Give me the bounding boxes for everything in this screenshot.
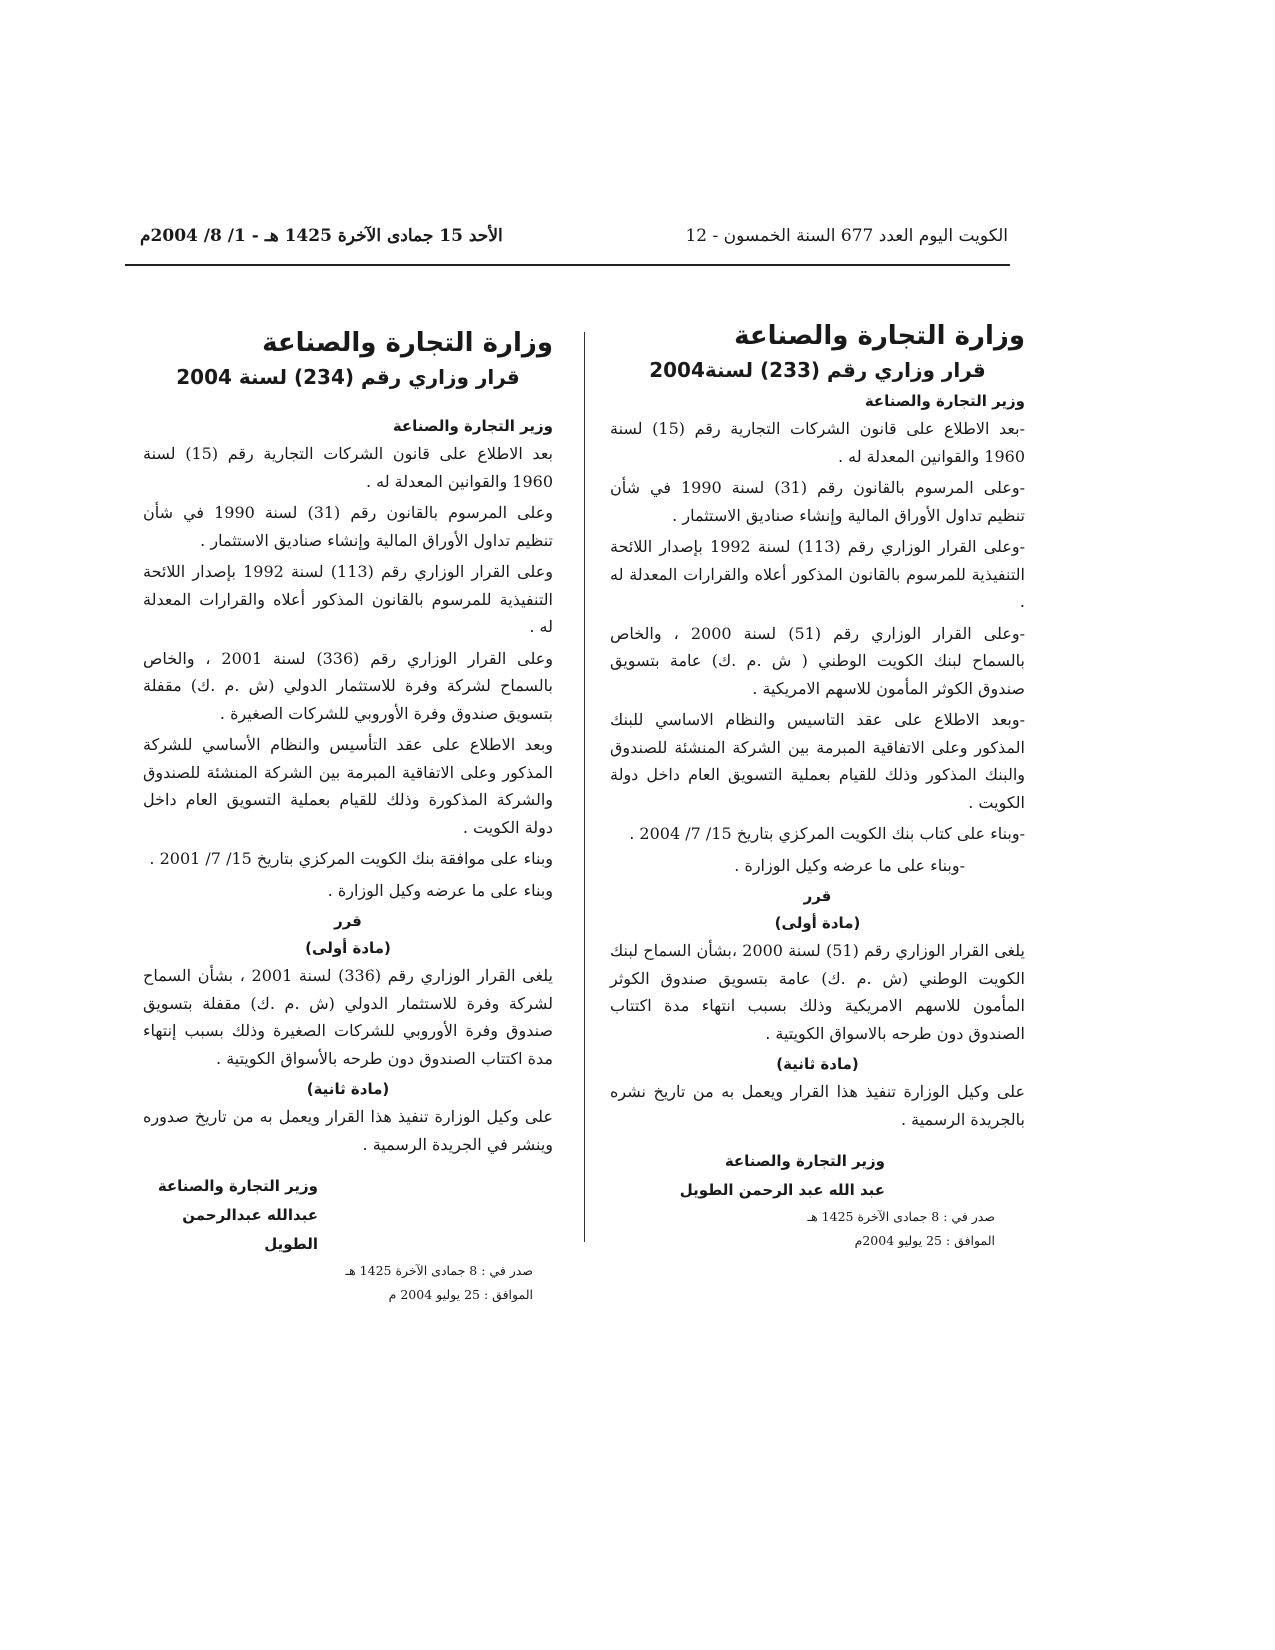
signatory-title: وزير التجارة والصناعة [157,1177,318,1195]
minister-line: وزير التجارة والصناعة [864,392,1025,410]
preamble-clause: بعد الاطلاع على قانون الشركات التجارية رقم (15) لسنة 1960 والقوانين المعدلة له . [143,444,553,491]
gazette-issue-header: الكويت اليوم العدد 677 السنة الخمسون - 12 [685,226,1008,246]
gazette-date-header: الأحد 15 جمادى الآخرة 1425 هـ - 1/ 8/ 2004م [140,226,503,246]
preamble-clause: -وبناء على كتاب بنك الكويت المركزي بتاريخ 15/ 7/ 2004 . [629,824,1025,843]
preamble-clause: -وعلى القرار الوزاري رقم (51) لسنة 2000 ، والخاص بالسماح لبنك الكويت الوطني ( ش .م .ك) عامة بتسويق صندوق الكوثر المأمون للاسهم الامريكية . [610,623,1026,698]
article-2-text: على وكيل الوزارة تنفيذ هذا القرار ويعمل به من تاريخ صدوره وينشر في الجريدة الرسمية . [143,1107,553,1154]
preamble-clause: وعلى القرار الوزاري رقم (113) لسنة 1992 بإصدار اللائحة التنفيذية للمرسوم بالقانون المذكور أعلاه والقرارات المعدلة له . [143,562,553,636]
ministry-heading: وزارة التجارة والصناعة [262,328,553,358]
signature-block [610,1147,1025,1253]
decision-234-column [143,325,553,1307]
corresponding-date: الموافق : 25 يوليو 2004م [854,1233,995,1248]
preamble-clause: وعلى المرسوم بالقانون رقم (31) لسنة 1990 في شأن تنظيم تداول الأوراق المالية وإنشاء صناديق الاستثمار . [143,503,553,550]
article-2-heading: (مادة ثانية) [306,1080,390,1098]
preamble-clause: وبناء على ما عرضه وكيل الوزارة . [327,880,553,900]
preamble-clause: -وعلى المرسوم بالقانون رقم (31) لسنة 1990 في شأن تنظيم تداول الأوراق المالية وإنشاء صناديق الاستثمار . [610,478,1026,525]
signatory-name: عبد الله عبد الرحمن الطويل [679,1181,885,1199]
signatory-name: عبدالله عبدالرحمن الطويل [182,1206,318,1253]
article-1-text: يلغى القرار الوزاري رقم (51) لسنة 2000 ،بشأن السماح لبنك الكويت الوطني (ش .م .ك) عامة بتسويق صندوق الكوثر المأمون للاسهم الامريكية وذلك بسبب انتهاء مدة اكتتاب الصندوق دون طرحه بالاسواق الكويتية . [610,941,1025,1043]
preamble-clause: -بعد الاطلاع على قانون الشركات التجارية رقم (15) لسنة 1960 والقوانين المعدلة له . [610,419,1025,466]
decision-title: قرار وزاري رقم (233) لسنة2004 [649,358,986,382]
decided-heading: قرر [803,887,832,905]
issue-date: صدر في : 8 جمادى الآخرة 1425 هـ [807,1209,995,1224]
signature-block [143,1172,553,1307]
ministry-heading: وزارة التجارة والصناعة [734,321,1025,351]
preamble-clause: -وعلى القرار الوزاري رقم (113) لسنة 1992 بإصدار اللائحة التنفيذية للمرسوم بالقانون المذكور أعلاه والقرارات المعدلة له . [610,537,1025,611]
signatory-title: وزير التجارة والصناعة [724,1152,885,1170]
decided-heading: قرر [334,912,362,930]
issue-date: صدر في : 8 جمادى الآخرة 1425 هـ [345,1263,533,1278]
article-1-text: يلغى القرار الوزاري رقم (336) لسنة 2001 ، بشأن السماح لشركة وفرة للاستثمار الدولي (ش .م .ك) مقفلة بتسويق صندوق وفرة الأوروبي للشركات الصغيرة وذلك بسبب إنتهاء مدة اكتتاب الصندوق دون طرحه بالأسواق الكويتية . [143,966,554,1068]
preamble-clause: -وبناء على ما عرضه وكيل الوزارة . [734,855,965,875]
minister-line: وزير التجارة والصناعة [392,417,553,435]
article-2-text: على وكيل الوزارة تنفيذ هذا القرار ويعمل به من تاريخ نشره بالجريدة الرسمية . [610,1082,1025,1129]
article-2-heading: (مادة ثانية) [776,1055,859,1073]
preamble-clause: وبعد الاطلاع على عقد التأسيس والنظام الأساسي للشركة المذكور وعلى الاتفاقية المبرمة بين الشركة المنشئة للصندوق والشركة المذكورة وذلك للقيام بعملية التسويق العام داخل دولة الكويت . [143,735,553,837]
preamble-clause: -وبعد الاطلاع على عقد التاسيس والنظام الاساسي للبنك المذكور وعلى الاتفاقية المبرمة بين الشركة المنشئة للصندوق والبنك المذكور وذلك للقيام بعملية التسويق العام داخل دولة الكويت . [610,710,1025,812]
corresponding-date: الموافق : 25 يوليو 2004 م [388,1287,533,1302]
column-divider [584,332,585,1242]
preamble-clause: وعلى القرار الوزاري رقم (336) لسنة 2001 ، والخاص بالسماح لشركة وفرة للاستثمار الدولي (ش .م .ك) مقفلة بتسويق صندوق وفرة الأوروبي للشركات الصغيرة . [143,648,554,723]
article-1-heading: (مادة أولى) [774,914,861,932]
header-rule [125,264,1010,266]
preamble-clause: وبناء على موافقة بنك الكويت المركزي بتاريخ 15/ 7/ 2001 . [149,849,553,868]
decision-title: قرار وزاري رقم (234) لسنة 2004 [176,365,520,389]
article-1-heading: (مادة أولى) [305,939,391,957]
decision-233-column [610,318,1025,1253]
